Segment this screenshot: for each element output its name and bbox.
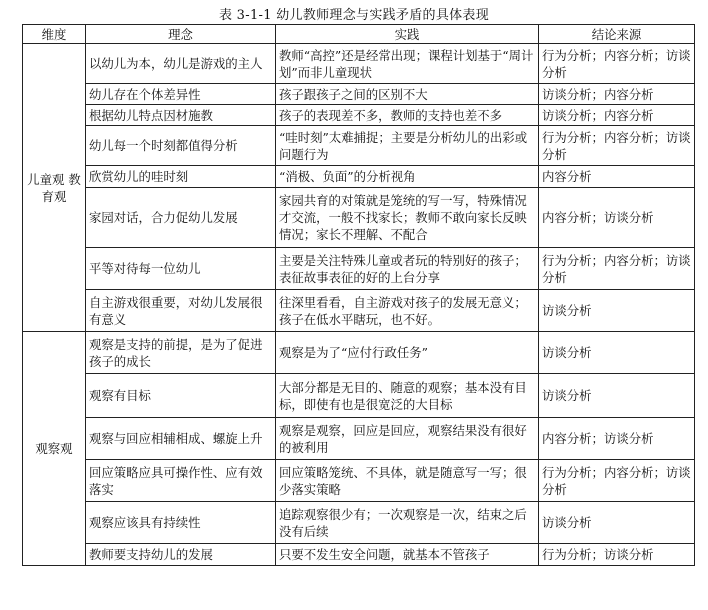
practice-cell: 孩子跟孩子之间的区别不大 [276,84,539,105]
idea-cell: 根据幼儿特点因材施教 [86,105,276,126]
table-row [23,105,695,126]
source-cell: 内容分析；访谈分析 [539,188,695,248]
practice-cell: 只要不发生安全问题，就基本不管孩子 [276,544,539,566]
practice-cell: “消极、负面”的分析视角 [276,166,539,188]
source-cell: 访谈分析 [539,332,695,374]
table-row [23,126,695,166]
source-cell: 访谈分析 [539,502,695,544]
table-header-row [23,25,695,44]
idea-cell: 教师要支持幼儿的发展 [86,544,276,566]
idea-cell: 欣赏幼儿的哇时刻 [86,166,276,188]
practice-cell: 教师“高控”还是经常出现；课程计划基于“周计划”而非儿童现状 [276,44,539,84]
table-row [23,290,695,332]
header-idea: 理念 [86,25,276,44]
idea-cell: 幼儿存在个体差异性 [86,84,276,105]
table-row [23,374,695,418]
table-row [23,502,695,544]
table-row [23,332,695,374]
table-row [23,188,695,248]
table-row [23,418,695,460]
table-caption: 表 3-1-1 幼儿教师理念与实践矛盾的具体表现 [218,8,490,23]
header-dimension: 维度 [23,25,86,44]
practice-cell: 追踪观察很少有；一次观察是一次，结束之后没有后续 [276,502,539,544]
table-row [23,166,695,188]
dimension-observation-view: 观察观 [23,332,86,566]
idea-cell: 回应策略应具可操作性、应有效落实 [86,460,276,502]
source-cell: 访谈分析；内容分析 [539,105,695,126]
table-row [23,544,695,566]
idea-cell: 观察与回应相辅相成、螺旋上升 [86,418,276,460]
idea-cell: 观察有目标 [86,374,276,418]
source-cell: 访谈分析 [539,374,695,418]
practice-cell: 观察是为了“应付行政任务” [276,332,539,374]
table-row [23,248,695,290]
source-cell: 行为分析；内容分析；访谈分析 [539,44,695,84]
practice-cell: 往深里看看，自主游戏对孩子的发展无意义；孩子在低水平瞎玩，也不好。 [276,290,539,332]
idea-cell: 家园对话，合力促幼儿发展 [86,188,276,248]
idea-cell: 以幼儿为本，幼儿是游戏的主人 [86,44,276,84]
header-practice: 实践 [276,25,539,44]
table-row [23,44,695,84]
practice-cell: 主要是关注特殊儿童或者玩的特别好的孩子；表征故事表征的好的上台分享 [276,248,539,290]
source-cell: 行为分析；内容分析；访谈分析 [539,460,695,502]
practice-cell: 家园共育的对策就是笼统的写一写，特殊情况才交流，一般不找家长；教师不敢向家长反映情况；家长不理解、不配合 [276,188,539,248]
idea-cell: 平等对待每一位幼儿 [86,248,276,290]
header-source: 结论来源 [539,25,695,44]
idea-cell: 自主游戏很重要，对幼儿发展很有意义 [86,290,276,332]
practice-cell: 孩子的表现差不多，教师的支持也差不多 [276,105,539,126]
source-cell: 访谈分析 [539,290,695,332]
source-cell: 行为分析；内容分析；访谈分析 [539,248,695,290]
source-cell: 访谈分析；内容分析 [539,84,695,105]
source-cell: 行为分析；内容分析；访谈分析 [539,126,695,166]
practice-cell: 大部分都是无目的、随意的观察；基本没有目标，即使有也是很宽泛的大目标 [276,374,539,418]
contradiction-table [22,24,695,566]
source-cell: 行为分析；访谈分析 [539,544,695,566]
table-row [23,460,695,502]
dimension-children-education-view: 儿童观 教育观 [23,44,86,332]
source-cell: 内容分析 [539,166,695,188]
source-cell: 内容分析；访谈分析 [539,418,695,460]
practice-cell: 观察是观察，回应是回应，观察结果没有很好的被利用 [276,418,539,460]
practice-cell: “哇时刻”太难捕捉；主要是分析幼儿的出彩或问题行为 [276,126,539,166]
practice-cell: 回应策略笼统、不具体，就是随意写一写；很少落实策略 [276,460,539,502]
table-row [23,84,695,105]
idea-cell: 观察是支持的前提，是为了促进孩子的成长 [86,332,276,374]
idea-cell: 幼儿每一个时刻都值得分析 [86,126,276,166]
idea-cell: 观察应该具有持续性 [86,502,276,544]
